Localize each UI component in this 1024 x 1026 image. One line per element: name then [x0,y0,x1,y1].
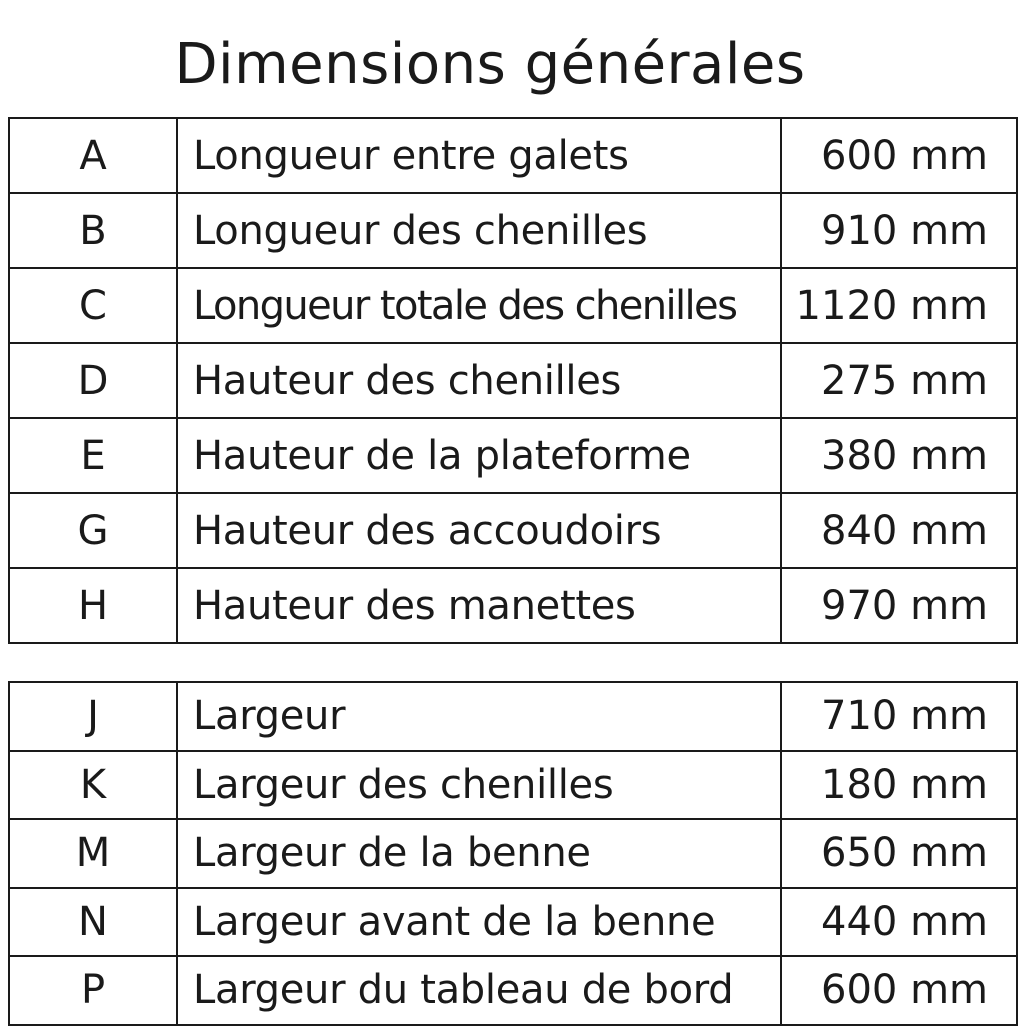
dimension-value: 440 mm [781,888,1017,957]
dimension-value: 1120 mm [781,268,1017,343]
dimension-label: Longueur des chenilles [177,193,781,268]
dimension-label: Longueur entre galets [177,118,781,193]
table-row [9,888,1017,957]
dimension-letter: J [9,682,177,751]
table-row [9,268,1017,343]
length-height-dimensions-table [8,117,1018,644]
dimension-letter: M [9,819,177,888]
page-title: Dimensions générales [174,32,806,97]
dimension-label: Hauteur des manettes [177,568,781,643]
dimension-letter: E [9,418,177,493]
table-row [9,493,1017,568]
dimension-letter: C [9,268,177,343]
dimension-letter: D [9,343,177,418]
table-row [9,418,1017,493]
dimension-value: 380 mm [781,418,1017,493]
dimension-label: Largeur des chenilles [177,751,781,820]
table-row [9,343,1017,418]
dimension-letter: P [9,956,177,1025]
table-row [9,956,1017,1025]
dimension-label: Largeur du tableau de bord [177,956,781,1025]
dimension-value: 600 mm [781,118,1017,193]
dimension-letter: A [9,118,177,193]
dimension-letter: H [9,568,177,643]
dimension-label: Hauteur des accoudoirs [177,493,781,568]
dimension-letter: K [9,751,177,820]
dimension-value: 840 mm [781,493,1017,568]
table-row [9,193,1017,268]
table-row [9,568,1017,643]
dimension-value: 600 mm [781,956,1017,1025]
dimension-label: Longueur totale des chenilles [177,268,781,343]
table-row [9,751,1017,820]
dimension-label: Largeur avant de la benne [177,888,781,957]
dimension-value: 970 mm [781,568,1017,643]
dimension-value: 910 mm [781,193,1017,268]
dimension-letter: G [9,493,177,568]
dimension-label: Hauteur des chenilles [177,343,781,418]
dimension-label: Hauteur de la plateforme [177,418,781,493]
dimension-value: 275 mm [781,343,1017,418]
dimension-value: 710 mm [781,682,1017,751]
width-dimensions-table [8,681,1018,1026]
dimension-value: 650 mm [781,819,1017,888]
dimension-label: Largeur [177,682,781,751]
table-row [9,682,1017,751]
dimension-value: 180 mm [781,751,1017,820]
table-row [9,819,1017,888]
dimension-letter: B [9,193,177,268]
dimension-letter: N [9,888,177,957]
dimension-label: Largeur de la benne [177,819,781,888]
table-row [9,118,1017,193]
